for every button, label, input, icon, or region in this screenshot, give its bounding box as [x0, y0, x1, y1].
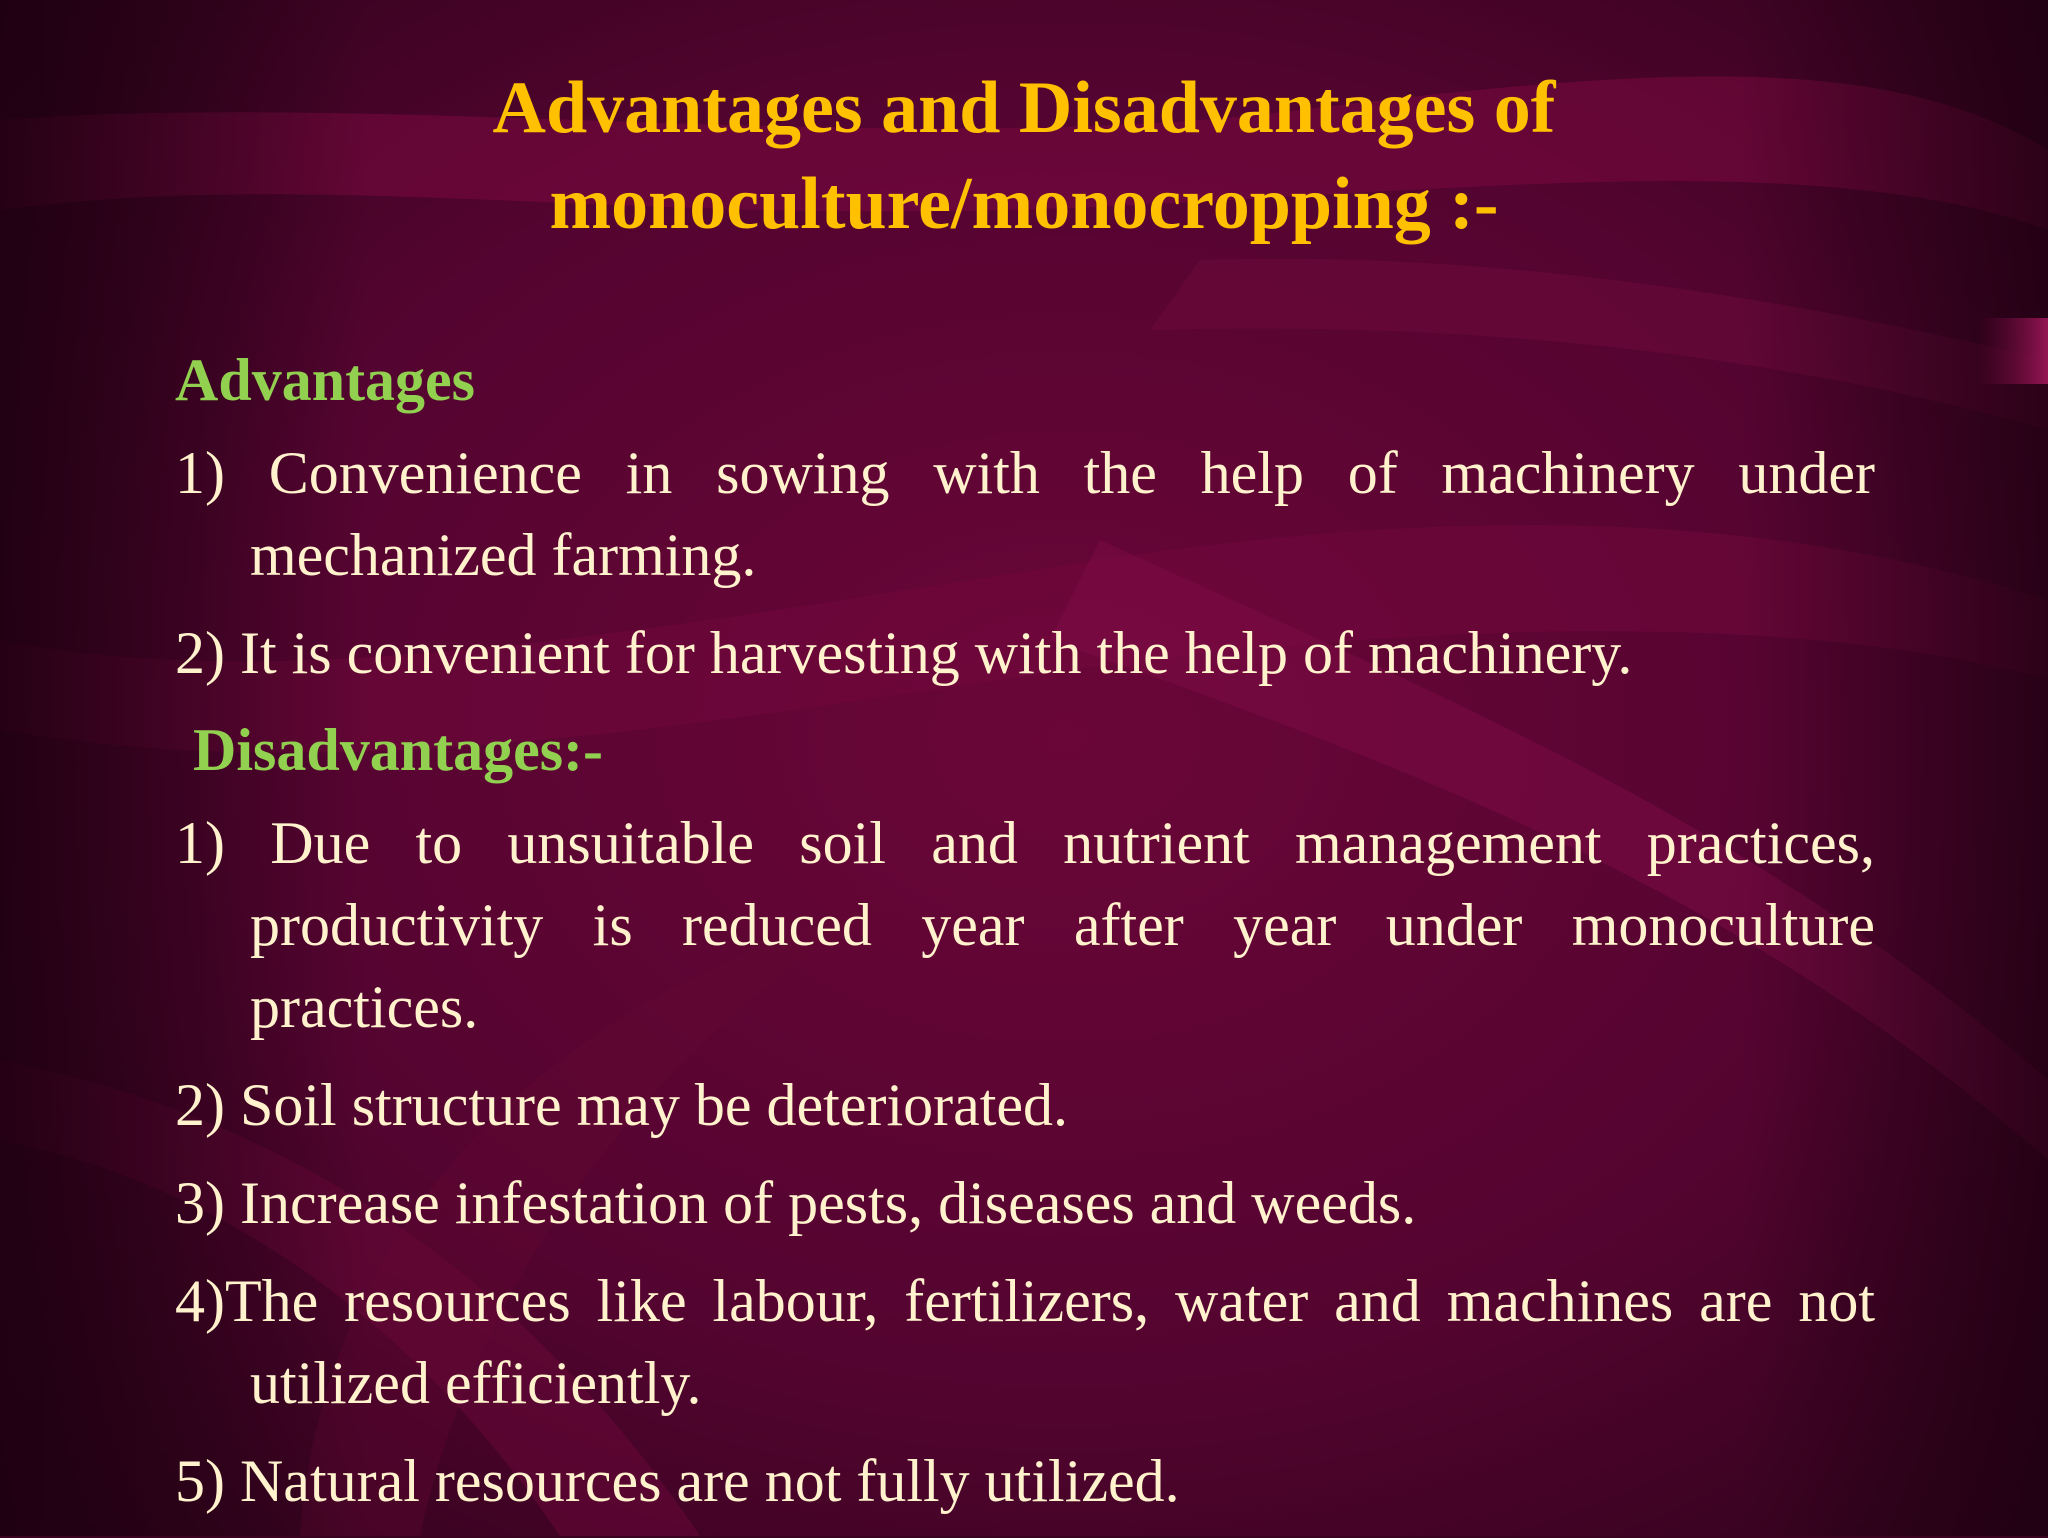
advantage-item-1: 1) Convenience in sowing with the help of machinery under mechanized farming.	[175, 440, 1875, 588]
title-line-1: Advantages and Disadvantages of	[492, 67, 1556, 149]
disadvantages-heading: Disadvantages:-	[193, 717, 604, 783]
disadvantage-item-2: 2) Soil structure may be deteriorated.	[175, 1072, 1069, 1138]
disadvantage-item-3: 3) Increase infestation of pests, diseases and weeds.	[175, 1170, 1417, 1236]
advantage-item-2: 2) It is convenient for harvesting with the help of machinery.	[175, 620, 1633, 686]
disadvantage-item-4: 4)The resources like labour, fertilizers, water and machines are not utilized efficiently.	[175, 1268, 1875, 1416]
advantages-heading: Advantages	[175, 347, 476, 413]
disadvantage-item-1: 1) Due to unsuitable soil and nutrient management practices, productivity is reduced year after year under monoculture practices.	[175, 810, 1875, 1040]
slide-body	[175, 340, 1875, 1538]
title-line-2: monoculture/monocropping :-	[549, 163, 1499, 245]
disadvantage-item-5: 5) Natural resources are not fully utilized.	[175, 1448, 1180, 1514]
slide-title	[0, 60, 2048, 252]
